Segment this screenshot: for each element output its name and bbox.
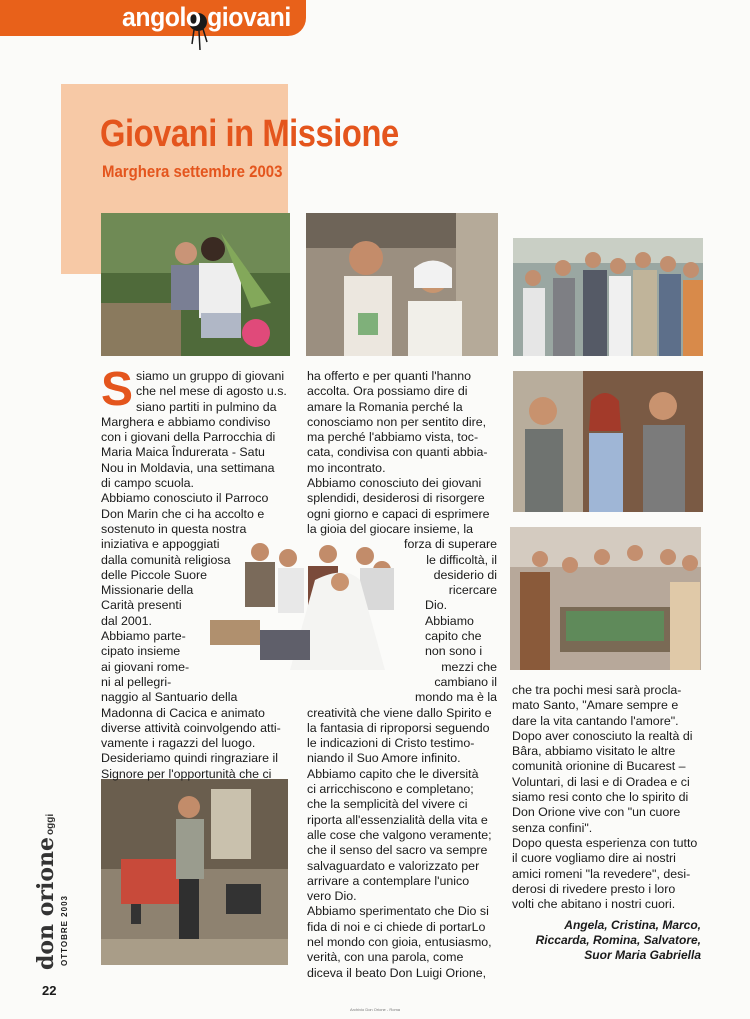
text-line: delle Piccole Suore [101, 567, 208, 582]
magazine-logo [33, 813, 63, 970]
text-line: dalla comunità religiosa [101, 552, 231, 567]
text-line: comunità orionine di Bucarest – [512, 759, 686, 774]
magazine-name: don orione [33, 837, 59, 970]
text-line: Dopo aver conosciuto la realtà di [512, 728, 693, 743]
signature-line: Riccarda, Romina, Salvatore, [535, 933, 701, 947]
issue-date: OTTOBRE 2003 [60, 895, 69, 966]
article-title: Giovani in Missione [100, 113, 399, 155]
text-line: Abbiamo conosciuto dei giovani [307, 476, 482, 491]
text-line: capito che [425, 629, 482, 644]
text-line: forza di superare [404, 537, 497, 552]
text-line: fida di noi e ci chiede di portarLo [307, 919, 486, 934]
text-line: con i giovani della Parrocchia di [101, 430, 276, 445]
text-line: mondo ma è la [415, 690, 497, 705]
text-line: dare la vita cantando l'amore". [512, 713, 679, 728]
text-line: Desideriamo quindi ringraziare il [101, 751, 278, 766]
text-line: la fantasia di riproporsi seguendo [307, 720, 490, 735]
text-line: sostenuto in questa nostra [101, 521, 247, 536]
issue-date-wrap [60, 895, 131, 975]
text-line: di campo scuola. [101, 476, 194, 491]
article-column-1 [101, 363, 289, 782]
text-line: salvaguardato e valorizzato per [307, 858, 480, 873]
text-line: dal 2001. [101, 613, 152, 628]
drop-cap: S [101, 363, 134, 416]
article-subtitle: Marghera settembre 2003 [102, 162, 283, 181]
text-line: verità, con una parola, come [307, 950, 464, 965]
text-line: Voluntari, di lasi e di Oradea e ci [512, 774, 690, 789]
text-line: cata, condivisa con quanti abbia- [307, 445, 488, 460]
text-line: ricercare [448, 583, 497, 598]
text-line: che tra pochi mesi sarà procla- [512, 683, 682, 697]
text-line: Abbiamo sperimentato che Dio si [307, 904, 489, 919]
text-line: mato Santo, "Amare sempre e [512, 698, 679, 713]
text-line: diceva il beato Don Luigi Orione, [307, 965, 487, 980]
text-line: alle cose che valgono veramente; [307, 827, 492, 842]
photo-table-football [510, 527, 701, 670]
text-line: Signore per l'opportunità che ci [101, 766, 272, 781]
text-line: Don Marin che ci ha accolto e [101, 506, 265, 521]
photo-credit: Archivio Don Orione - Roma [349, 1007, 401, 1012]
text-line: naggio al Santuario della [101, 690, 238, 705]
text-line: siamo resi conto che lo spirito di [512, 790, 689, 805]
text-line: ha offerto e per quanti l'hanno [307, 369, 472, 383]
signature-line: Angela, Cristina, Marco, [564, 918, 701, 932]
text-line: amici romeni "la revedere", desi- [512, 866, 691, 881]
signature-line: Suor Maria Gabriella [584, 948, 701, 962]
text-line: volti che abitano i nostri cuori. [512, 897, 676, 912]
text-line: ma perché l'abbiamo vista, toc- [307, 430, 479, 445]
text-line: ni al pellegri- [101, 674, 172, 689]
text-line: che nel mese di agosto u.s. [136, 384, 287, 399]
photo-garden [101, 213, 290, 356]
article-column-3 [512, 683, 702, 912]
text-line: Abbiamo [425, 613, 474, 628]
page-number: 22 [42, 983, 57, 998]
text-line: Maria Maica Îndurerata - Satu [101, 445, 265, 460]
text-line: niando il Suo Amore infinito. [307, 751, 461, 766]
text-line: non sono i [425, 644, 483, 659]
text-line: che la semplicità del vivere ci [307, 797, 468, 812]
text-line: le indicazioni di Cristo testimo- [307, 736, 475, 751]
text-line: Nou in Moldavia, una settimana [101, 460, 275, 475]
text-line: riporta all'essenzialità della vita e [307, 812, 488, 827]
text-line: siano partiti in pulmino da [136, 399, 277, 414]
text-line: ci arricchiscono e completano; [307, 782, 474, 797]
magazine-sub: oggi [45, 813, 56, 835]
photo-group-outdoor [513, 238, 703, 356]
text-line: Marghera e abbiamo condiviso [101, 414, 271, 429]
text-line: senza confini". [512, 820, 593, 835]
text-line: conosciamo non per sentito dire, [307, 414, 487, 429]
text-line: Carità presenti [101, 598, 182, 613]
text-line: siamo un gruppo di giovani [136, 369, 285, 383]
text-line: creatività che viene dallo Spirito e [307, 705, 492, 720]
signature [515, 918, 701, 963]
text-line: splendidi, desiderosi di risorgere [307, 491, 485, 506]
text-line: Madonna di Cacica e animato [101, 705, 265, 720]
text-line: vamente i ragazzi del luogo. [101, 736, 256, 751]
photo-priest-nun [306, 213, 498, 356]
article-column-2 [307, 369, 497, 981]
text-line: mo incontrato. [307, 460, 386, 475]
section-label: angolo giovani [122, 2, 291, 32]
text-line: ai giovani rome- [101, 659, 190, 674]
text-line: cambiano il [434, 674, 497, 689]
column-3-lines [512, 683, 702, 912]
text-line: nel mondo con gioia, entusiasmo, [307, 934, 492, 949]
text-line: derosi di rivedere presto i loro [512, 881, 676, 896]
text-line: Dio. [425, 598, 448, 613]
text-line: accolta. Ora possiamo dire di [307, 384, 468, 399]
text-line: che il senso del sacro va sempre [307, 843, 488, 858]
column-2-lines [307, 369, 497, 981]
text-line: la gioia del giocare insieme, la [307, 521, 473, 536]
text-line: Bâra, abbiamo visitato le altre [512, 744, 676, 759]
text-line: Dopo questa esperienza con tutto [512, 835, 698, 850]
text-line: diverse attività coinvolgendo atti- [101, 720, 281, 735]
text-line: ogni giorno e capaci di esprimere [307, 506, 490, 521]
text-line: il cuore vogliamo dire ai nostri [512, 851, 676, 866]
text-line: vero Dio. [307, 889, 357, 904]
photo-street [101, 779, 288, 965]
text-line: mezzi che [441, 659, 497, 674]
text-line: Missionarie della [101, 583, 194, 598]
text-line: arrivare a contemplare l'unico [307, 873, 470, 888]
text-line: Abbiamo parte- [101, 629, 186, 644]
text-line: desiderio di [433, 567, 497, 582]
text-line: amare la Romania perché la [307, 399, 463, 414]
text-line: Abbiamo conosciuto il Parroco [101, 491, 269, 506]
text-line: Don Orione vive con "un cuore [512, 805, 681, 820]
column-1-lines [101, 363, 289, 782]
text-line: le difficoltà, il [426, 552, 497, 567]
text-line: cipato insieme [101, 644, 181, 659]
text-line: iniziativa e appoggiati [101, 537, 220, 552]
text-line: Abbiamo capito che le diversità [307, 766, 479, 781]
photo-three-girls [513, 371, 703, 512]
